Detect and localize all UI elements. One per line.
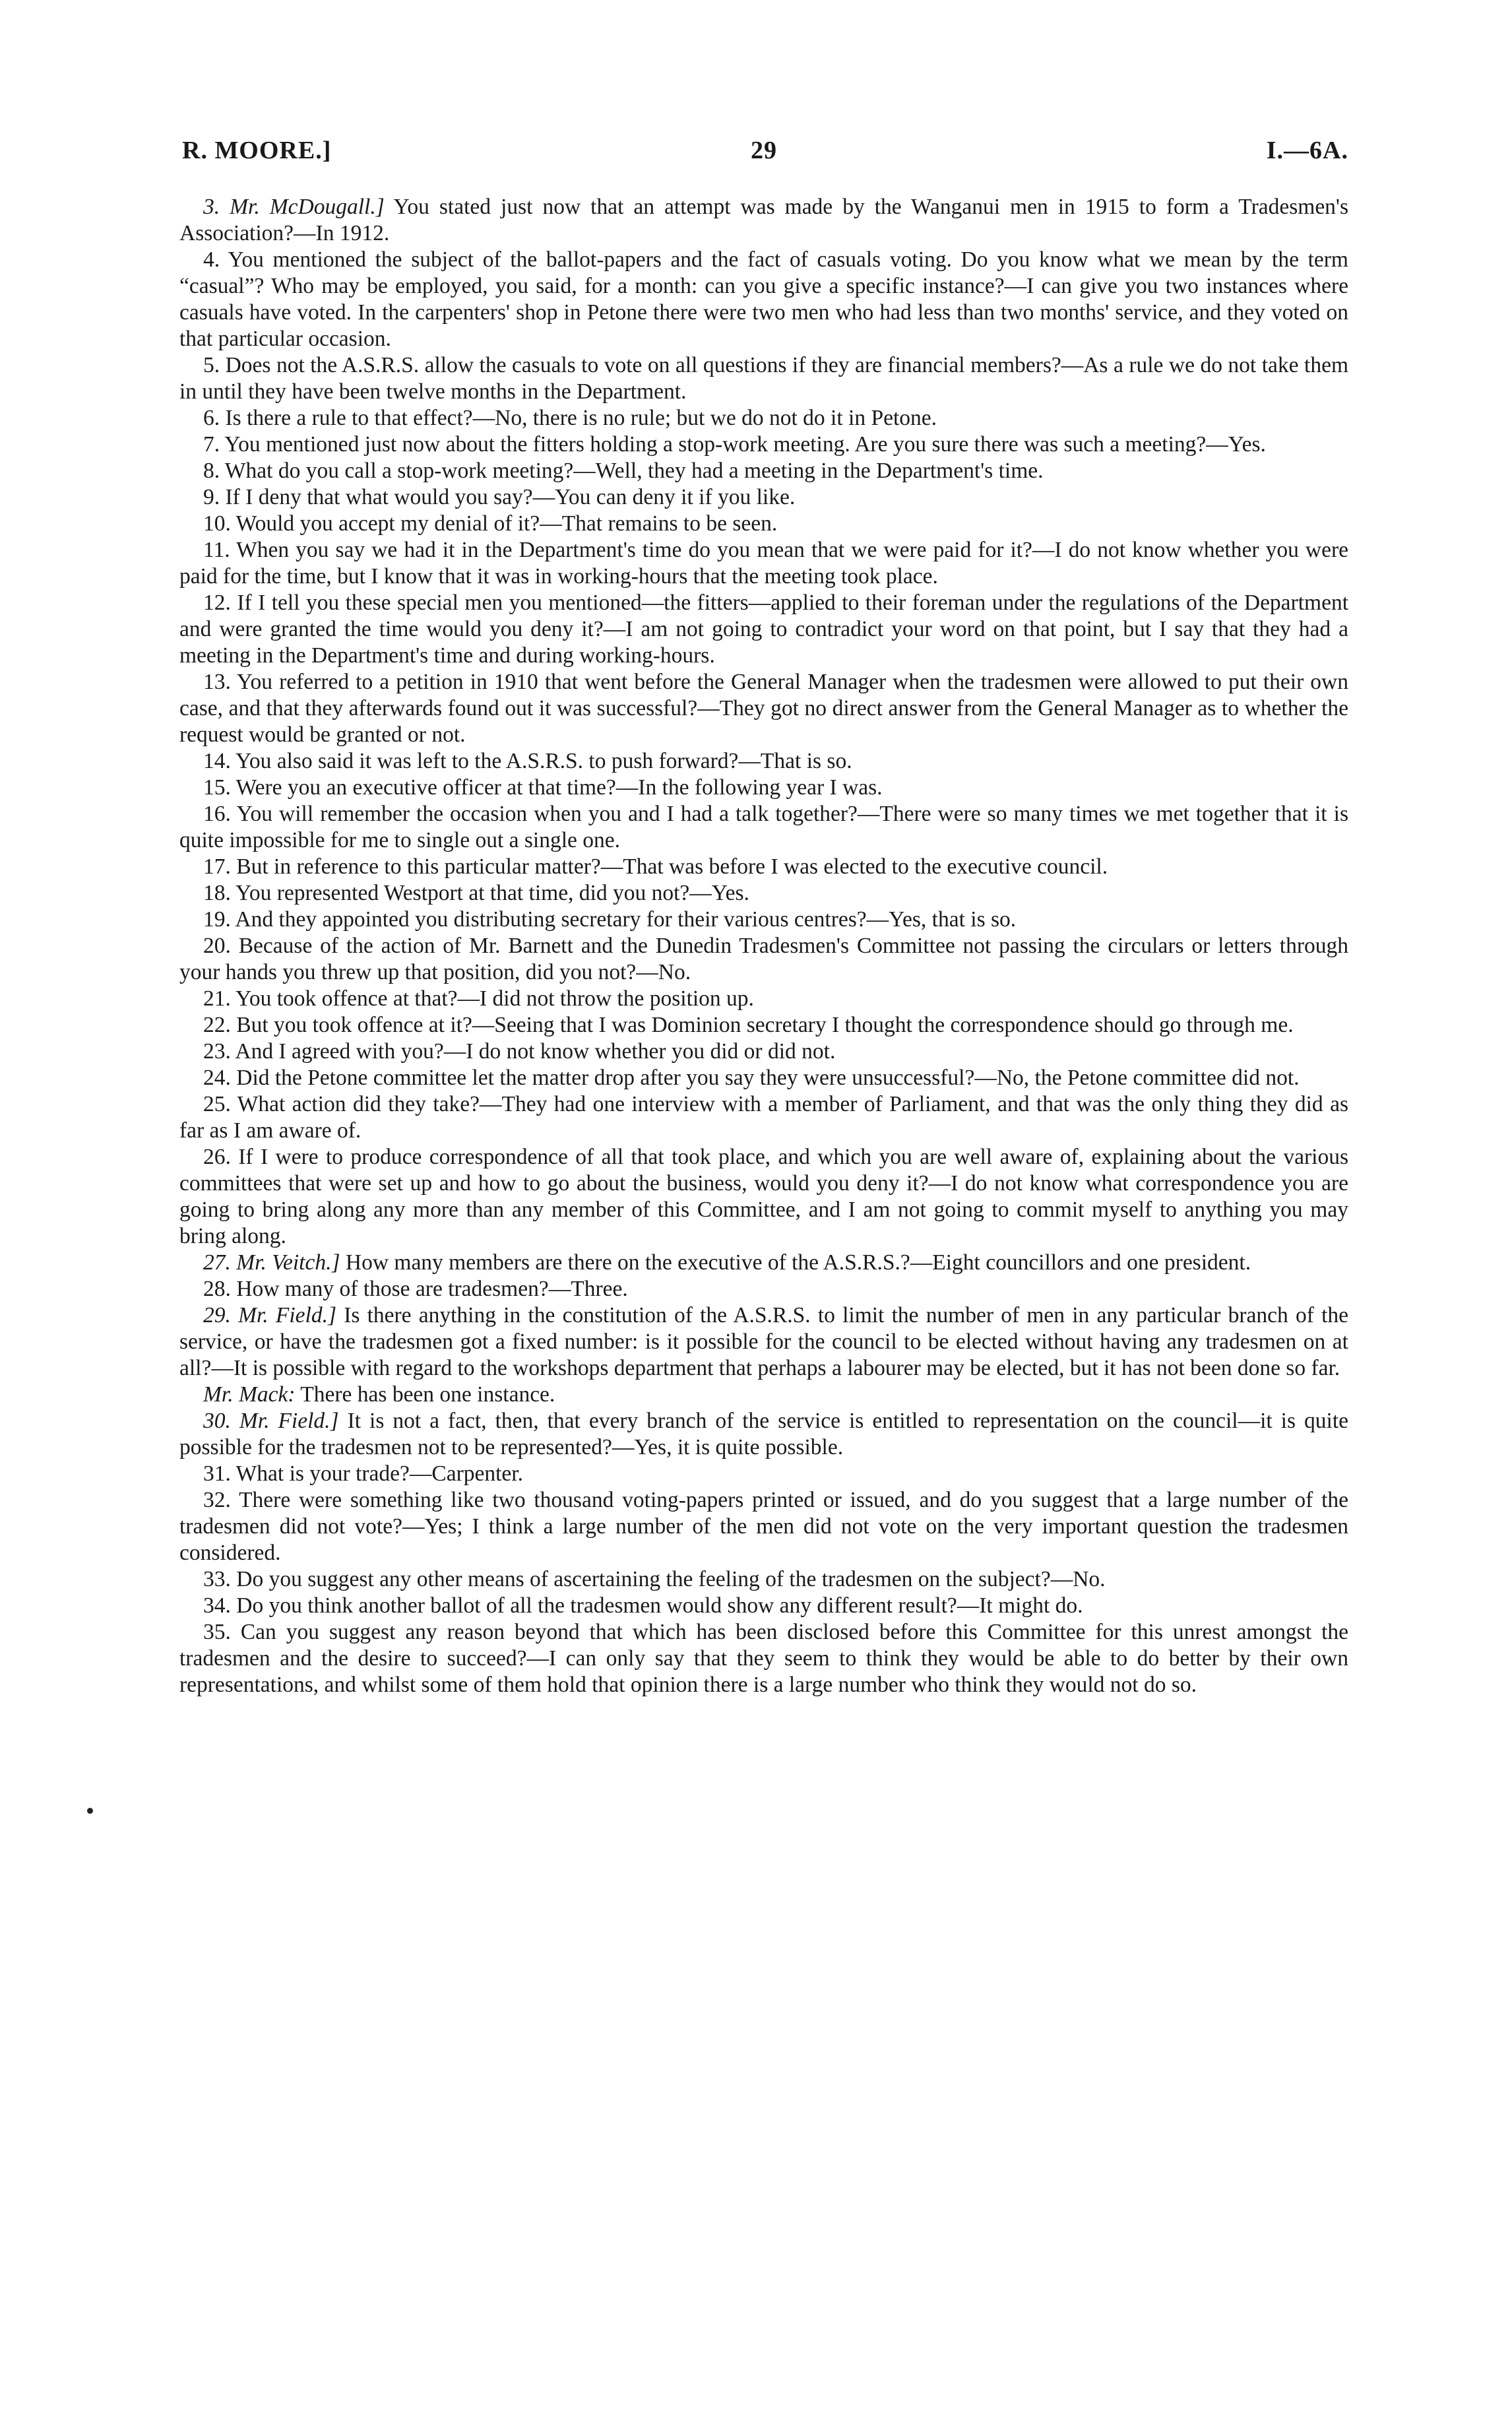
question-paragraph [179, 511, 1348, 537]
paragraph-text: 6. Is there a rule to that effect?—No, there is no rule; but we do not do it in Petone. [203, 406, 937, 430]
paragraph-text: 32. There were something like two thousand voting-papers printed or issued, and do you suggest that a large number of the tradesmen did not vote?—Yes; I think a large number of the men did not vote on the very important question the tradesmen considered. [179, 1488, 1348, 1565]
paragraph-text: It is not a fact, then, that every branch of the service is entitled to representation on the council—it is quite possible for the tradesmen not to be represented?—Yes, it is quite possible. [179, 1409, 1348, 1459]
question-paragraph [179, 1487, 1348, 1566]
stray-ink-dot [87, 1808, 93, 1814]
question-paragraph [179, 194, 1348, 247]
question-paragraph [179, 801, 1348, 854]
paragraph-text: Is there anything in the constitution of the A.S.R.S. to limit the number of men in any particular branch of the service, or have the tradesmen got a fixed number: is it possible for the council to be elected without having any tradesmen on at all?—It is possible with regard to the workshops department that perhaps a labourer may be elected, but it has not been done so far. [179, 1303, 1348, 1380]
paragraph-text: 16. You will remember the occasion when you and I had a talk together?—There were so many times we met together that it is quite impossible for me to single out a single one. [179, 802, 1348, 852]
evidence-transcript [179, 194, 1348, 1698]
paragraph-text: 20. Because of the action of Mr. Barnett and the Dunedin Tradesmen's Committee not passing the circulars or letters through your hands you threw up that position, did you not?—No. [179, 934, 1348, 984]
paragraph-text: 25. What action did they take?—They had one interview with a member of Parliament, and that was the only thing they did as far as I am aware of. [179, 1092, 1348, 1143]
question-paragraph [179, 1012, 1348, 1039]
paragraph-text: 7. You mentioned just now about the fitters holding a stop-work meeting. Are you sure there was such a meeting?—Yes. [203, 432, 1266, 457]
speaker-label: 27. Mr. Veitch.] [203, 1250, 340, 1275]
paragraph-text: 14. You also said it was left to the A.S.R.S. to push forward?—That is so. [203, 749, 852, 773]
paragraph-text: 23. And I agreed with you?—I do not know whether you did or did not. [203, 1039, 836, 1064]
paragraph-text: 33. Do you suggest any other means of ascertaining the feeling of the tradesmen on the subject?—No. [203, 1567, 1106, 1591]
paragraph-text: 11. When you say we had it in the Department's time do you mean that we were paid for it?—I do not know whether you were paid for the time, but I know that it was in working-hours that the meeting took place. [179, 538, 1348, 589]
question-paragraph [179, 775, 1348, 801]
question-paragraph [179, 1408, 1348, 1461]
paragraph-text: 18. You represented Westport at that time, did you not?—Yes. [203, 881, 749, 905]
question-paragraph [179, 1250, 1348, 1276]
question-paragraph [179, 590, 1348, 669]
document-reference: I.—6A. [1266, 137, 1348, 164]
question-paragraph [179, 458, 1348, 484]
question-paragraph [179, 880, 1348, 907]
page-header [179, 136, 1348, 176]
paragraph-text: 26. If I were to produce correspondence of all that took place, and which you are well aware of, explaining about the various committees that were set up and how to go about the business, would you deny it?—I do not know what correspondence you are going to bring along any more than any member of this Committee, and I am not going to commit myself to anything you may bring along. [179, 1145, 1348, 1248]
question-paragraph [179, 352, 1348, 405]
page-number: 29 [751, 137, 777, 164]
question-paragraph [179, 933, 1348, 986]
paragraph-text: 17. But in reference to this particular matter?—That was before I was elected to the executive council. [203, 854, 1108, 879]
paragraph-text: 4. You mentioned the subject of the ballot-papers and the fact of casuals voting. Do you know what we mean by the term “casual”? Who may be employed, you said, for a month: can you give a specific instance?—I can give you two instances where casuals have voted. In the carpenters' shop in Petone there were two men who had less than two months' service, and they voted on that particular occasion. [179, 247, 1348, 351]
paragraph-text: 21. You took offence at that?—I did not throw the position up. [203, 986, 754, 1011]
witness-name: R. MOORE.] [182, 137, 332, 164]
question-paragraph [179, 669, 1348, 748]
paragraph-text: 19. And they appointed you distributing secretary for their various centres?—Yes, that is so. [203, 907, 1017, 932]
paragraph-text: 15. Were you an executive officer at that time?—In the following year I was. [203, 775, 883, 800]
question-paragraph [179, 1302, 1348, 1382]
question-paragraph [179, 907, 1348, 933]
paragraph-text: 10. Would you accept my denial of it?—That remains to be seen. [203, 511, 778, 536]
speaker-label: 29. Mr. Field.] [203, 1303, 336, 1328]
paragraph-text: You stated just now that an attempt was made by the Wanganui men in 1915 to form a Tradesmen's Association?—In 1912. [179, 195, 1349, 245]
speaker-label: 30. Mr. Field.] [203, 1409, 339, 1433]
question-paragraph [179, 1593, 1348, 1619]
paragraph-text: 28. How many of those are tradesmen?—Three. [203, 1277, 628, 1301]
speaker-label: 3. Mr. McDougall.] [203, 195, 385, 219]
paragraph-text: 24. Did the Petone committee let the matter drop after you say they were unsuccessful?—No, the Petone committee did not. [203, 1066, 1300, 1090]
question-paragraph [179, 537, 1348, 590]
paragraph-text: 34. Do you think another ballot of all the tradesmen would show any different result?—It might do. [203, 1593, 1083, 1618]
document-page [179, 136, 1348, 1698]
paragraph-text: 8. What do you call a stop-work meeting?—Well, they had a meeting in the Department's time. [203, 459, 1044, 483]
paragraph-text: 31. What is your trade?—Carpenter. [203, 1461, 523, 1486]
question-paragraph [179, 1619, 1348, 1698]
paragraph-text: 22. But you took offence at it?—Seeing that I was Dominion secretary I thought the correspondence should go through me. [203, 1013, 1294, 1037]
question-paragraph [179, 1091, 1348, 1144]
speaker-label: Mr. Mack: [203, 1382, 296, 1407]
question-paragraph [179, 1461, 1348, 1487]
question-paragraph [179, 484, 1348, 511]
paragraph-text: 13. You referred to a petition in 1910 that went before the General Manager when the tradesmen were allowed to put their own case, and that they afterwards found out it was successful?—They got no direct answer from the General Manager as to whether the request would be granted or not. [179, 670, 1348, 747]
question-paragraph [179, 405, 1348, 432]
question-paragraph [179, 1566, 1348, 1593]
question-paragraph [179, 1039, 1348, 1065]
question-paragraph [179, 854, 1348, 880]
paragraph-text: 9. If I deny that what would you say?—You can deny it if you like. [203, 485, 796, 509]
paragraph-text: How many members are there on the executive of the A.S.R.S.?—Eight councillors and one president. [340, 1250, 1251, 1275]
paragraph-text: There has been one instance. [295, 1382, 555, 1407]
question-paragraph [179, 748, 1348, 775]
question-paragraph [179, 1276, 1348, 1302]
question-paragraph [179, 1065, 1348, 1091]
question-paragraph [179, 247, 1348, 352]
question-paragraph [179, 986, 1348, 1012]
question-paragraph [179, 432, 1348, 458]
question-paragraph [179, 1144, 1348, 1250]
paragraph-text: 35. Can you suggest any reason beyond that which has been disclosed before this Committee for this unrest amongst the tradesmen and the desire to succeed?—I can only say that they seem to think they would be able to do better by their own representations, and whilst some of them hold that opinion there is a large number who think they would not do so. [179, 1620, 1348, 1697]
paragraph-text: 12. If I tell you these special men you mentioned—the fitters—applied to their foreman under the regulations of the Department and were granted the time would you deny it?—I am not going to contradict your word on that point, but I say that they had a meeting in the Department's time and during working-hours. [179, 591, 1348, 668]
question-paragraph [179, 1382, 1348, 1408]
paragraph-text: 5. Does not the A.S.R.S. allow the casuals to vote on all questions if they are financial members?—As a rule we do not take them in until they have been twelve months in the Department. [179, 353, 1348, 404]
